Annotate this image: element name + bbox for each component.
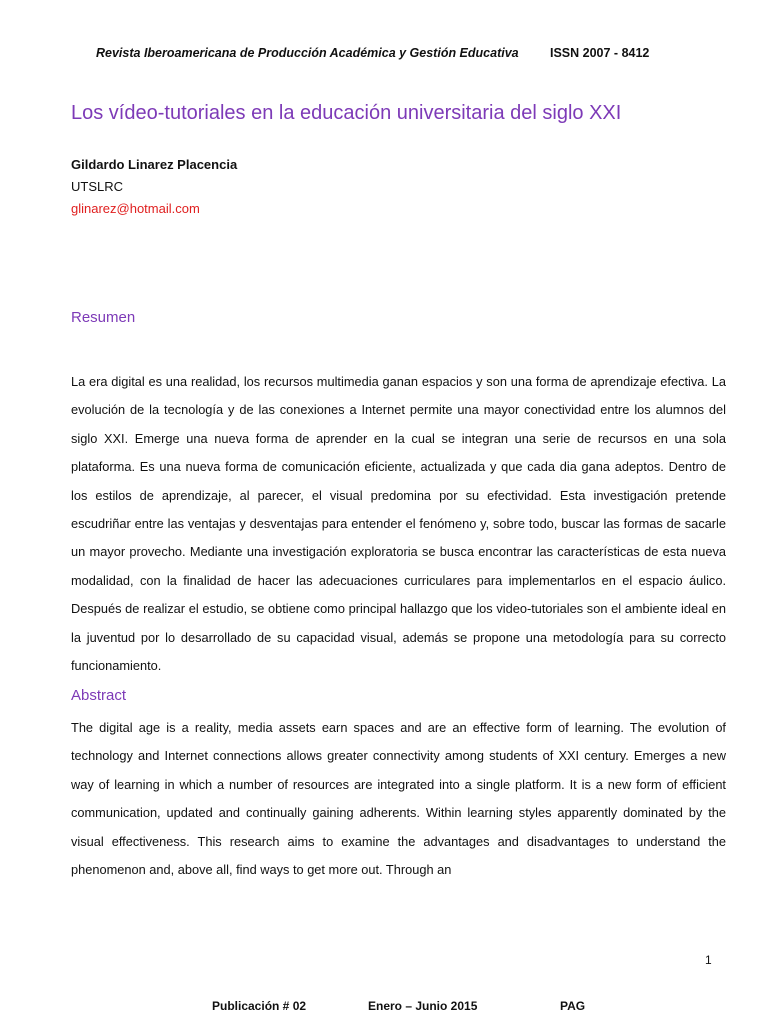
resumen-paragraph: La era digital es una realidad, los recursos multimedia ganan espacios y son una forma de aprendizaje efectiva. La evolución de la tecnología y de las conexiones a Internet permite una mayor conectividad entre los alumnos del siglo XXI. Emerge una nueva forma de aprender en la cual se integran una serie de recursos en una sola plataforma. Es una nueva forma de comunicación eficiente, actualizada y que cada dia gana adeptos. Dentro de los estilos de aprendizaje, al parecer, el visual predomina por su efectividad. Esta investigación pretende escudriñar entre las ventajas y desventajas para entender el fenómeno y, sobre todo, buscar las formas de sacarle un mayor provecho. Mediante una investigación exploratoria se busca encontrar las características de esta nueva modalidad, con la finalidad de hacer las adecuaciones curriculares para implementarlos en el espacio áulico. Después de realizar el estudio, se obtiene como principal hallazgo que los video-tutoriales son el ambiente ideal en la juventud por lo desarrollado de su capacidad visual, además se propone una metodología para su correcto funcionamiento. (71, 374, 726, 674)
issn-label: ISSN 2007 - 8412 (550, 46, 650, 60)
author-email[interactable]: glinarez@hotmail.com (71, 201, 200, 216)
journal-name: Revista Iberoamericana de Producción Académica y Gestión Educativa (96, 46, 519, 60)
author-affiliation: UTSLRC (71, 179, 124, 194)
resumen-heading: Resumen (71, 309, 136, 326)
footer-date: Enero – Junio 2015 (368, 999, 478, 1013)
abstract-paragraph: The digital age is a reality, media assets earn spaces and are an effective form of learning. The evolution of technology and Internet connections allows greater connectivity among students of XXI century. Emerges a new way of learning in which a number of resources are integrated into a single platform. It is a new form of efficient communication, updated and continually gaining adherents. Within learning styles apparently dominated by the visual effectiveness. This research aims to examine the advantages and disadvantages to understand the phenomenon and, above all, find ways to get more out. Through an (71, 720, 726, 878)
article-title: Los vídeo-tutoriales en la educación universitaria del siglo XXI (71, 102, 622, 124)
author-name: Gildardo Linarez Placencia (71, 157, 238, 172)
footer-pag: PAG (560, 999, 586, 1013)
footer-publication: Publicación # 02 (212, 999, 307, 1013)
page-number: 1 (705, 953, 712, 967)
abstract-heading: Abstract (71, 687, 127, 704)
